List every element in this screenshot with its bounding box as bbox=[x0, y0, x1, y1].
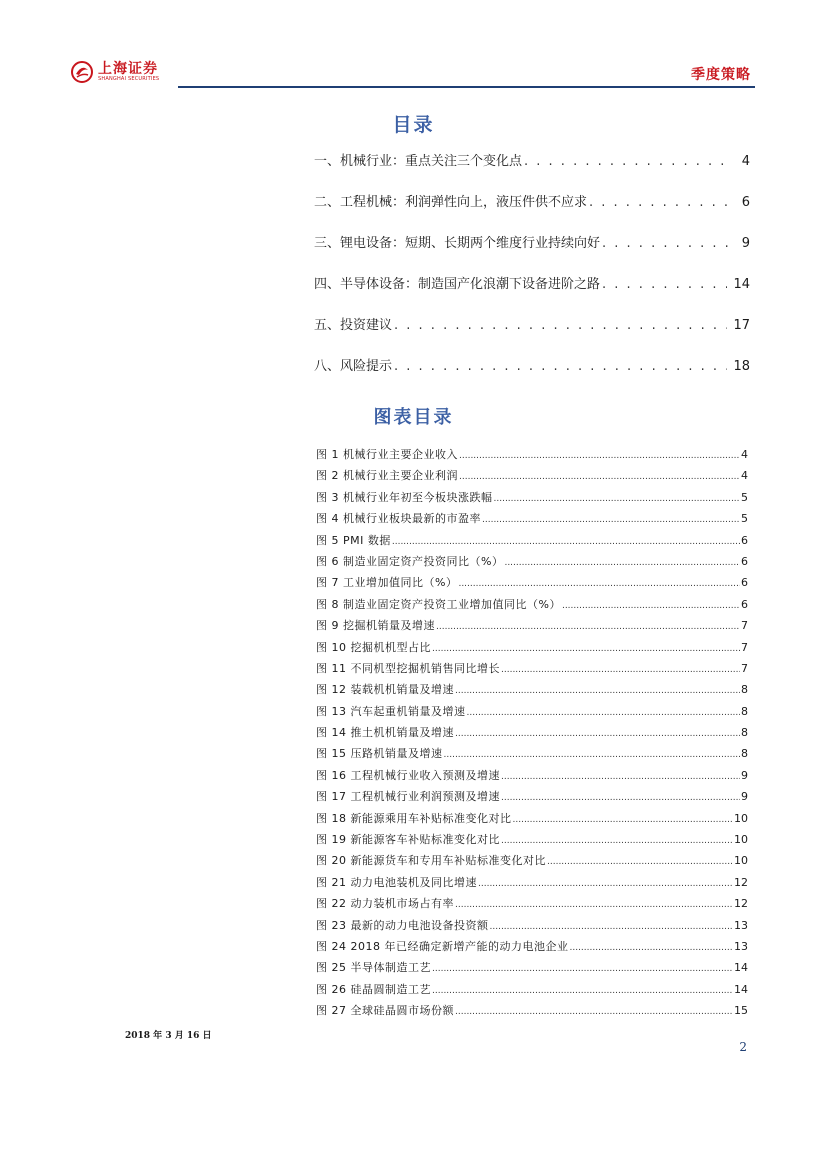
figure-leader-dots bbox=[455, 900, 733, 910]
figure-entry[interactable] bbox=[316, 959, 748, 980]
figure-entry[interactable] bbox=[316, 981, 748, 1002]
figure-entry-page[interactable]: 8 bbox=[741, 747, 748, 761]
figure-entry-page[interactable]: 6 bbox=[741, 554, 748, 568]
page-number: 2 bbox=[739, 1040, 747, 1054]
toc-entry[interactable] bbox=[314, 232, 750, 273]
figure-entry-label[interactable]: 图 13 汽车起重机销量及增速 bbox=[316, 704, 466, 718]
figure-leader-dots bbox=[459, 472, 740, 482]
figure-entry-label[interactable]: 图 21 动力电池装机及同比增速 bbox=[316, 875, 477, 889]
figure-leader-dots bbox=[467, 708, 741, 718]
toc-entry-label[interactable]: 八、风险提示 bbox=[314, 359, 393, 374]
header-divider bbox=[178, 86, 755, 88]
figure-entry-page[interactable]: 7 bbox=[741, 661, 748, 675]
figure-leader-dots bbox=[482, 515, 740, 525]
logo-chinese-name: 上海证券 bbox=[98, 61, 158, 77]
figure-entry-page[interactable]: 5 bbox=[741, 490, 748, 504]
figure-entry[interactable] bbox=[316, 532, 748, 553]
figure-entry-page[interactable]: 6 bbox=[741, 576, 748, 590]
table-of-contents bbox=[314, 150, 750, 396]
toc-entry-label[interactable]: 三、锂电设备：短期、长期两个维度行业持续向好 bbox=[314, 236, 601, 251]
figure-entry-label[interactable]: 图 8 制造业固定资产投资工业增加值同比（%） bbox=[316, 597, 561, 611]
toc-entry[interactable] bbox=[314, 355, 750, 396]
figure-entry[interactable] bbox=[316, 446, 748, 467]
logo-emblem-icon bbox=[70, 60, 94, 84]
figure-entry-label[interactable]: 图 11 不同机型挖掘机销售同比增长 bbox=[316, 661, 500, 675]
figure-entry-label[interactable]: 图 23 最新的动力电池设备投资额 bbox=[316, 918, 489, 932]
figure-list-heading: 图表目录 bbox=[373, 407, 454, 428]
figure-entry[interactable] bbox=[316, 852, 748, 873]
figure-entry-page[interactable]: 8 bbox=[741, 704, 748, 718]
figure-entry-page[interactable]: 14 bbox=[734, 982, 748, 996]
figure-entry-label[interactable]: 图 6 制造业固定资产投资同比（%） bbox=[316, 554, 504, 568]
figure-leader-dots bbox=[432, 964, 733, 974]
figure-leader-dots bbox=[458, 579, 740, 589]
figure-leader-dots bbox=[501, 836, 733, 846]
toc-entry-page[interactable]: 6 bbox=[741, 195, 750, 210]
toc-entry-page[interactable]: 18 bbox=[733, 359, 750, 374]
figure-entry[interactable] bbox=[316, 1002, 748, 1023]
toc-entry[interactable] bbox=[314, 314, 750, 355]
figure-entry[interactable] bbox=[316, 639, 748, 660]
figure-leader-dots bbox=[455, 1007, 733, 1017]
toc-leader-dots bbox=[589, 195, 730, 210]
figure-entry[interactable] bbox=[316, 874, 748, 895]
toc-entry-label[interactable]: 一、机械行业：重点关注三个变化点 bbox=[314, 154, 523, 169]
figure-entry[interactable] bbox=[316, 553, 748, 574]
figure-entry-label[interactable]: 图 24 2018 年已经确定新增产能的动力电池企业 bbox=[316, 939, 569, 953]
figure-entry-label[interactable]: 图 27 全球硅晶圆市场份额 bbox=[316, 1004, 454, 1018]
figure-entry-page[interactable]: 8 bbox=[741, 683, 748, 697]
figure-entry-label[interactable]: 图 12 装载机机销量及增速 bbox=[316, 683, 454, 697]
figure-entry[interactable] bbox=[316, 510, 748, 531]
toc-entry-label[interactable]: 五、投资建议 bbox=[314, 318, 393, 333]
figure-entry-label[interactable]: 图 17 工程机械行业利润预测及增速 bbox=[316, 790, 500, 804]
figure-entry-label[interactable]: 图 26 硅晶圆制造工艺 bbox=[316, 982, 431, 996]
figure-entry[interactable] bbox=[316, 596, 748, 617]
figure-entry-page[interactable]: 7 bbox=[741, 619, 748, 633]
figure-entry[interactable] bbox=[316, 489, 748, 510]
figure-entry-label[interactable]: 图 2 机械行业主要企业利润 bbox=[316, 469, 458, 483]
toc-entry-page[interactable]: 17 bbox=[733, 318, 750, 333]
company-logo bbox=[70, 60, 159, 84]
figure-entry-page[interactable]: 5 bbox=[741, 512, 748, 526]
figure-entry[interactable] bbox=[316, 895, 748, 916]
toc-leader-dots bbox=[602, 236, 730, 251]
figure-leader-dots bbox=[444, 750, 741, 760]
figure-entry-page[interactable]: 10 bbox=[734, 854, 748, 868]
report-type-title: 季度策略 bbox=[691, 67, 751, 83]
figure-entry-label[interactable]: 图 7 工业增加值同比（%） bbox=[316, 576, 458, 590]
toc-heading: 目录 bbox=[392, 114, 435, 136]
figure-entry-label[interactable]: 图 10 挖掘机机型占比 bbox=[316, 640, 431, 654]
figure-entry[interactable] bbox=[316, 745, 748, 766]
figure-leader-dots bbox=[547, 857, 733, 867]
figure-entry-page[interactable]: 6 bbox=[741, 533, 748, 547]
figure-entry-page[interactable]: 7 bbox=[741, 640, 748, 654]
figure-entry-page[interactable]: 12 bbox=[734, 897, 748, 911]
toc-entry[interactable] bbox=[314, 273, 750, 314]
logo-english-name: SHANGHAI SECURITIES bbox=[98, 76, 160, 82]
figure-leader-dots bbox=[504, 558, 740, 568]
toc-leader-dots bbox=[524, 154, 730, 169]
figure-entry[interactable] bbox=[316, 617, 748, 638]
figure-leader-dots bbox=[513, 815, 734, 825]
figure-entry[interactable] bbox=[316, 681, 748, 702]
figure-entry[interactable] bbox=[316, 574, 748, 595]
figure-entry-label[interactable]: 图 4 机械行业板块最新的市盈率 bbox=[316, 512, 481, 526]
figure-leader-dots bbox=[562, 601, 740, 611]
figure-leader-dots bbox=[432, 986, 733, 996]
figure-leader-dots bbox=[494, 494, 741, 504]
figure-leader-dots bbox=[459, 451, 740, 461]
figure-entry[interactable] bbox=[316, 938, 748, 959]
figure-entry[interactable] bbox=[316, 660, 748, 681]
figure-entry-label[interactable]: 图 3 机械行业年初至今板块涨跌幅 bbox=[316, 490, 493, 504]
figure-list bbox=[316, 446, 748, 1024]
figure-entry-page[interactable]: 12 bbox=[734, 875, 748, 889]
figure-entry[interactable] bbox=[316, 917, 748, 938]
figure-leader-dots bbox=[501, 665, 740, 675]
figure-entry[interactable] bbox=[316, 703, 748, 724]
toc-leader-dots bbox=[394, 318, 727, 333]
figure-entry-label[interactable]: 图 14 推土机机销量及增速 bbox=[316, 726, 454, 740]
figure-entry-label[interactable]: 图 22 动力装机市场占有率 bbox=[316, 897, 454, 911]
report-date: 2018 年 3 月 16 日 bbox=[125, 1031, 212, 1041]
figure-entry-label[interactable]: 图 1 机械行业主要企业收入 bbox=[316, 448, 458, 461]
figure-entry-page[interactable]: 6 bbox=[741, 597, 748, 611]
toc-entry-page[interactable]: 4 bbox=[741, 154, 750, 169]
toc-entry-label[interactable]: 四、半导体设备：制造国产化浪潮下设备进阶之路 bbox=[314, 277, 601, 292]
figure-entry-page[interactable]: 13 bbox=[734, 918, 748, 932]
figure-entry-page[interactable]: 4 bbox=[741, 469, 748, 483]
figure-leader-dots bbox=[478, 879, 733, 889]
figure-entry-page[interactable]: 9 bbox=[741, 768, 748, 782]
figure-leader-dots bbox=[455, 686, 740, 696]
figure-leader-dots bbox=[501, 793, 740, 803]
figure-entry-page[interactable]: 13 bbox=[734, 939, 748, 953]
figure-entry-page[interactable]: 8 bbox=[741, 726, 748, 740]
figure-entry-page[interactable]: 4 bbox=[741, 448, 748, 461]
figure-entry-label[interactable]: 图 19 新能源客车补贴标准变化对比 bbox=[316, 833, 500, 847]
figure-entry[interactable] bbox=[316, 467, 748, 488]
figure-entry[interactable] bbox=[316, 767, 748, 788]
figure-entry-label[interactable]: 图 15 压路机销量及增速 bbox=[316, 747, 443, 761]
figure-entry[interactable] bbox=[316, 724, 748, 745]
toc-leader-dots bbox=[394, 359, 727, 374]
figure-entry[interactable] bbox=[316, 810, 748, 831]
figure-leader-dots bbox=[432, 644, 740, 654]
toc-leader-dots bbox=[602, 277, 727, 292]
figure-entry-page[interactable]: 9 bbox=[741, 790, 748, 804]
figure-leader-dots bbox=[501, 772, 740, 782]
figure-leader-dots bbox=[455, 729, 740, 739]
toc-entry-page[interactable]: 14 bbox=[733, 277, 750, 292]
figure-entry-page[interactable]: 14 bbox=[734, 961, 748, 975]
figure-entry-page[interactable]: 10 bbox=[734, 833, 748, 847]
figure-entry[interactable] bbox=[316, 831, 748, 852]
toc-entry[interactable] bbox=[314, 191, 750, 232]
figure-leader-dots bbox=[490, 922, 734, 932]
toc-entry-page[interactable]: 9 bbox=[741, 236, 750, 251]
figure-entry[interactable] bbox=[316, 788, 748, 809]
figure-entry-label[interactable]: 图 5 PMI 数据 bbox=[316, 533, 391, 547]
figure-leader-dots bbox=[569, 943, 733, 953]
figure-entry-label[interactable]: 图 20 新能源货车和专用车补贴标准变化对比 bbox=[316, 854, 546, 868]
figure-entry-page[interactable]: 15 bbox=[734, 1004, 748, 1018]
toc-entry[interactable] bbox=[314, 150, 750, 191]
figure-entry-label[interactable]: 图 9 挖掘机销量及增速 bbox=[316, 619, 435, 633]
figure-entry-label[interactable]: 图 25 半导体制造工艺 bbox=[316, 961, 431, 975]
figure-entry-page[interactable]: 10 bbox=[734, 811, 748, 825]
toc-entry-label[interactable]: 二、工程机械：利润弹性向上，液压件供不应求 bbox=[314, 195, 588, 210]
figure-leader-dots bbox=[436, 622, 740, 632]
figure-entry-label[interactable]: 图 18 新能源乘用车补贴标准变化对比 bbox=[316, 811, 512, 825]
page-header bbox=[70, 58, 755, 90]
figure-entry-label[interactable]: 图 16 工程机械行业收入预测及增速 bbox=[316, 768, 500, 782]
figure-leader-dots bbox=[392, 537, 740, 547]
